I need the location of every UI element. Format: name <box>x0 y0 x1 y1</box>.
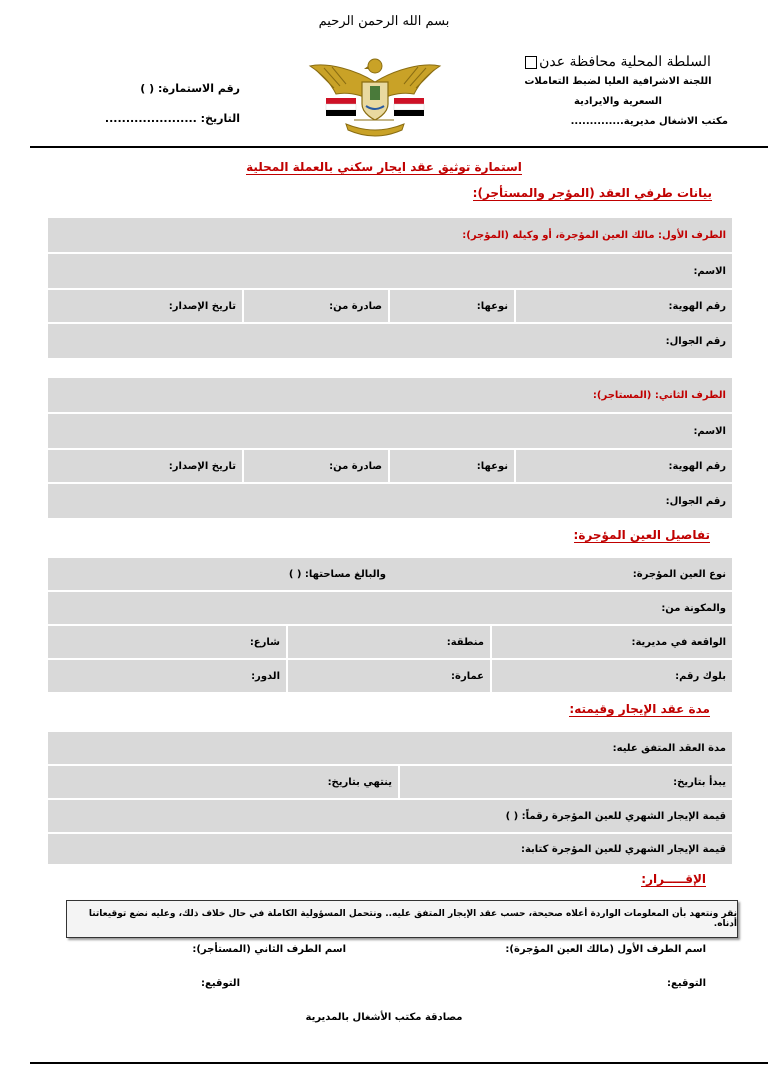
term-start-label: يبدأ بتاريخ: <box>673 776 726 788</box>
property-consisting-row <box>48 592 732 624</box>
party2-name-label: اسم الطرف الثاني (المستأجر): <box>192 944 346 955</box>
property-block-label: بلوك رقم: <box>675 670 726 682</box>
lessee-id-row <box>48 450 732 482</box>
term-rent-written-row <box>48 834 732 864</box>
lessee-mobile-label: رقم الجوال: <box>665 495 726 507</box>
lessor-name-label: الاسم: <box>693 265 726 277</box>
authority-title <box>508 52 728 72</box>
lessee-panel <box>48 378 732 518</box>
lessor-id-number-label: رقم الهوية: <box>668 300 726 312</box>
party1-name-label: اسم الطرف الأول (مالك العين المؤجرة): <box>505 944 706 955</box>
property-district-label: الواقعة في مديرية: <box>631 636 726 648</box>
lessee-mobile-row <box>48 484 732 518</box>
footer-divider <box>30 1062 768 1064</box>
property-title-text: تفاصيل العين المؤجرة: <box>573 528 710 542</box>
parties-title-text: بيانات طرفي العقد (المؤجر والمستأجر): <box>472 186 712 200</box>
lessee-id-number-label: رقم الهوية: <box>668 460 726 472</box>
lessor-name-row <box>48 254 732 288</box>
divider <box>490 660 492 692</box>
form-number: رقم الاستمارة: ( ) <box>140 82 240 95</box>
approval-label: مصادقة مكتب الأشغال بالمديرية <box>305 1012 463 1023</box>
lessee-id-type-label: نوعها: <box>476 460 508 472</box>
committee-line-1: اللجنة الاشرافية العليا لضبط التعاملات <box>524 76 712 87</box>
lessor-heading: الطرف الأول: مالك العين المؤجرة، أو وكيله (المؤجر): <box>462 229 726 241</box>
party2-sign-label: التوقيع: <box>201 978 240 989</box>
property-block-row <box>48 660 732 692</box>
property-panel <box>48 558 732 692</box>
term-panel <box>48 732 732 864</box>
divider <box>398 766 400 798</box>
divider <box>514 450 516 482</box>
divider <box>514 290 516 322</box>
lessee-heading-row <box>48 378 732 412</box>
declaration-box <box>66 900 738 938</box>
bismillah-text: بسم الله الرحمن الرحيم <box>318 14 450 29</box>
form-title-text: استمارة توثيق عقد ايجار سكني بالعملة المحلية <box>246 160 522 174</box>
lessor-heading-row <box>48 218 732 252</box>
lessor-issued-from-label: صادرة من: <box>329 300 382 312</box>
property-consisting-label: والمكونة من: <box>661 602 726 614</box>
divider <box>388 290 390 322</box>
lessor-id-type-label: نوعها: <box>476 300 508 312</box>
term-rent-written-label: قيمة الإيجار الشهري للعين المؤجرة كتابة: <box>520 843 726 855</box>
party1-sign-label: التوقيع: <box>667 978 706 989</box>
form-meta <box>70 74 240 134</box>
property-location-row <box>48 626 732 658</box>
term-end-label: ينتهي بتاريخ: <box>327 776 392 788</box>
authority-text: السلطة المحلية محافظة عدن <box>539 54 711 70</box>
lessee-issued-from-label: صادرة من: <box>329 460 382 472</box>
term-rent-numeric-row <box>48 800 732 832</box>
lessee-name-label: الاسم: <box>693 425 726 437</box>
form-date: التاريخ: ...................... <box>104 112 240 125</box>
property-building-label: عمارة: <box>451 670 484 682</box>
form-title <box>0 160 768 174</box>
lessee-issue-date-label: تاريخ الإصدار: <box>168 460 236 472</box>
issuer-block <box>508 52 728 132</box>
divider <box>286 660 288 692</box>
term-title-text: مدة عقد الإيجار وقيمته: <box>569 702 710 716</box>
office-line: مكتب الاشغال مديرية.............. <box>570 116 728 127</box>
property-title <box>574 528 710 542</box>
lessor-issue-date-label: تاريخ الإصدار: <box>168 300 236 312</box>
term-duration-row <box>48 732 732 764</box>
lessee-heading: الطرف الثاني: (المستاجر): <box>592 389 726 401</box>
header-divider <box>30 146 768 148</box>
term-rent-numeric-label: قيمة الإيجار الشهري للعين المؤجرة رقماً: ( ) <box>505 810 726 822</box>
property-type-label: نوع العين المؤجرة: <box>632 568 726 580</box>
lessee-name-row <box>48 414 732 448</box>
committee-line-2: السعرية والايرادية <box>574 96 662 107</box>
divider <box>242 450 244 482</box>
lessor-mobile-row <box>48 324 732 358</box>
term-duration-label: مدة العقد المتفق عليه: <box>612 742 726 754</box>
property-floor-label: الدور: <box>251 670 280 682</box>
divider <box>242 290 244 322</box>
term-title <box>569 702 710 716</box>
lessor-id-row <box>48 290 732 322</box>
lessor-mobile-label: رقم الجوال: <box>665 335 726 347</box>
yemen-eagle-emblem-icon <box>306 52 444 138</box>
lessor-panel <box>48 218 732 358</box>
declaration-title-text: الإقـــــرار: <box>641 872 706 886</box>
parties-title <box>473 186 712 200</box>
checkbox-icon <box>525 56 537 69</box>
property-type-row <box>48 558 732 590</box>
declaration-title <box>641 872 706 886</box>
declaration-text: نقر ونتعهد بأن المعلومات الواردة أعلاه صحيحة، حسب عقد الإيجار المتفق عليه.. ونتحمل المسؤولية الكاملة في حال خلاف ذلك، وعليه نضع توقيعاتنا أدناه. <box>88 909 737 929</box>
property-area-label: والبالغ مساحتها: ( ) <box>288 568 386 580</box>
property-street-label: شارع: <box>249 636 280 648</box>
divider <box>286 626 288 658</box>
term-dates-row <box>48 766 732 798</box>
divider <box>388 450 390 482</box>
property-zone-label: منطقة: <box>446 636 484 648</box>
divider <box>490 626 492 658</box>
